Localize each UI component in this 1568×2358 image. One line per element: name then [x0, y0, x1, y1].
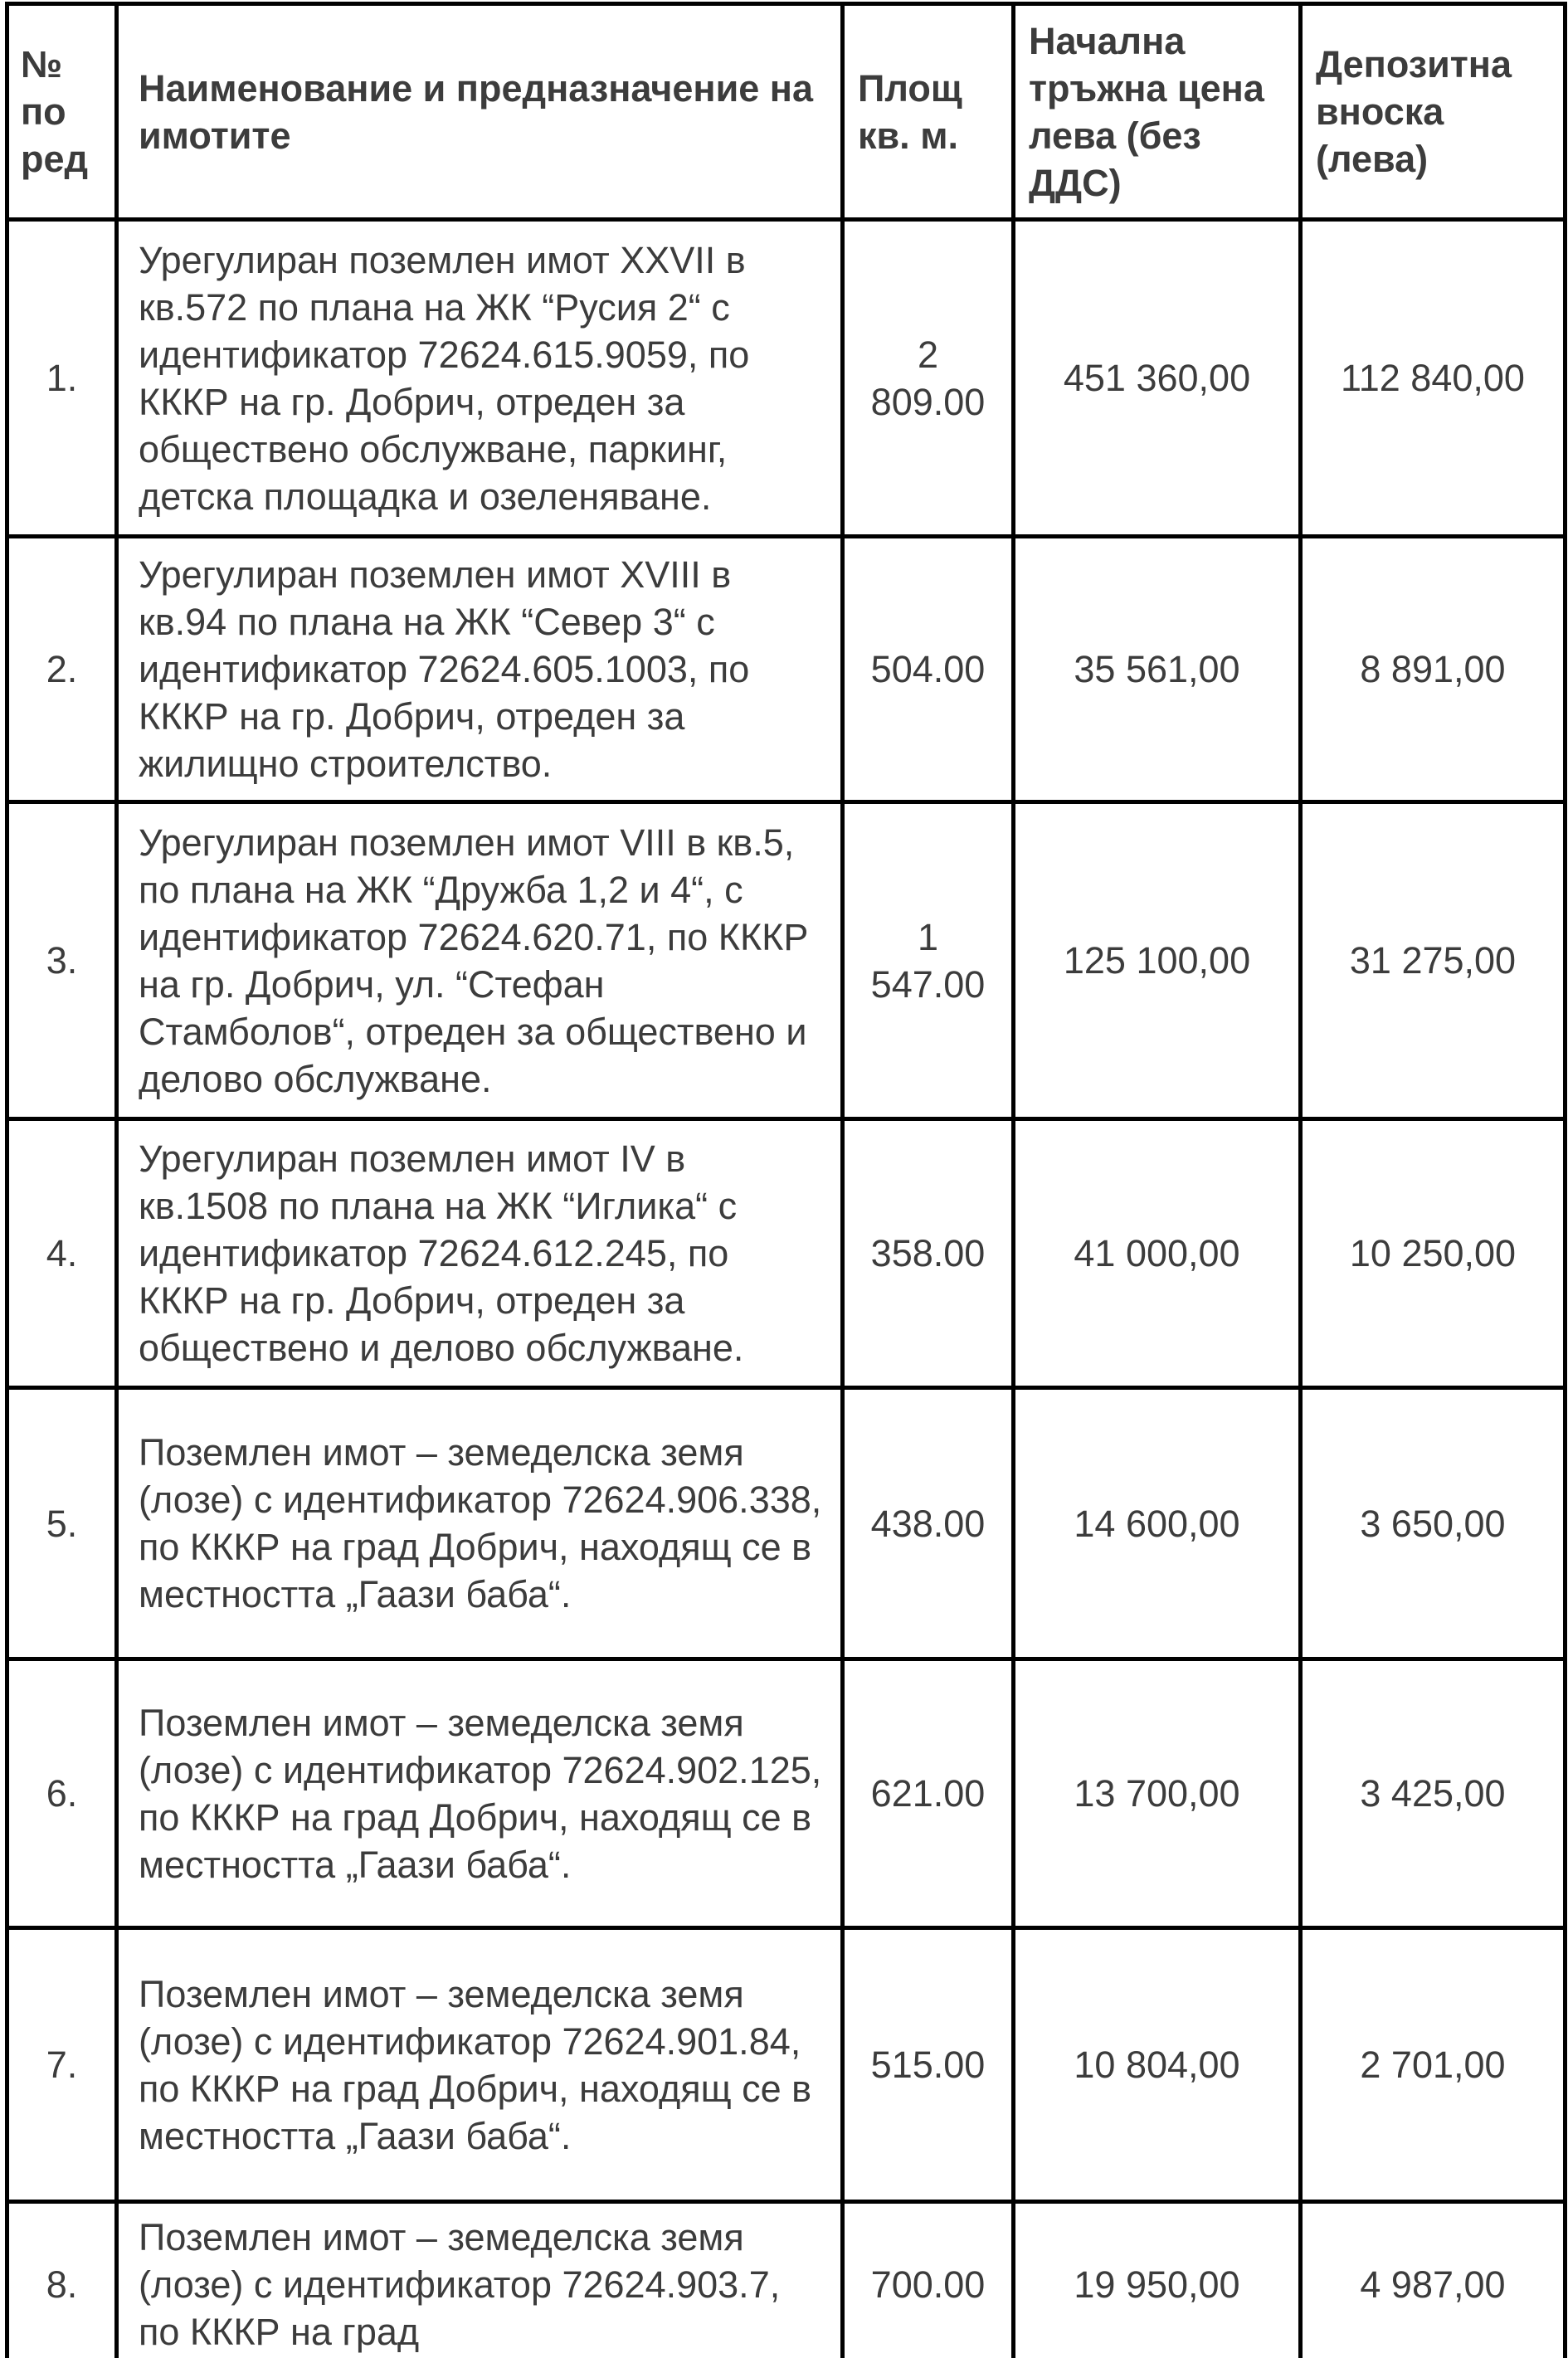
- row-number-cell: 2.: [7, 537, 117, 802]
- price-cell: 125 100,00: [1014, 802, 1301, 1119]
- deposit-cell: 8 891,00: [1301, 537, 1566, 802]
- row-number-cell: 3.: [7, 802, 117, 1119]
- header-start-price: Начална тръжна цена лева (без ДДС): [1014, 4, 1301, 220]
- area-cell: 2 809.00: [843, 220, 1014, 537]
- deposit-cell: 2 701,00: [1301, 1928, 1566, 2202]
- row-number-cell: 5.: [7, 1388, 117, 1659]
- row-number-cell: 1.: [7, 220, 117, 537]
- property-description-cell: Урегулиран поземлен имот VIII в кв.5, по плана на ЖК “Дружба 1,2 и 4“, с идентификатор 72624.620.71, по КККР на гр. Добрич, ул. “Стефан Стамболов“, отреден за обществено и делово обслужване.: [117, 802, 843, 1119]
- header-area: Площ кв. м.: [843, 4, 1014, 220]
- area-cell: 621.00: [843, 1659, 1014, 1928]
- deposit-cell: 112 840,00: [1301, 220, 1566, 537]
- row-number-cell: 6.: [7, 1659, 117, 1928]
- table-row: [7, 2202, 1566, 2358]
- deposit-cell: 4 987,00: [1301, 2202, 1566, 2358]
- deposit-cell: 10 250,00: [1301, 1119, 1566, 1388]
- price-cell: 10 804,00: [1014, 1928, 1301, 2202]
- price-cell: 41 000,00: [1014, 1119, 1301, 1388]
- area-cell: 438.00: [843, 1388, 1014, 1659]
- table-row: [7, 1388, 1566, 1659]
- header-description: Наименование и предназначение на имотите: [117, 4, 843, 220]
- area-cell: 504.00: [843, 537, 1014, 802]
- header-row-number: № по ред: [7, 4, 117, 220]
- deposit-cell: 3 425,00: [1301, 1659, 1566, 1928]
- area-cell: 515.00: [843, 1928, 1014, 2202]
- properties-auction-table: [5, 2, 1567, 2358]
- row-number-cell: 7.: [7, 1928, 117, 2202]
- property-description-cell: Урегулиран поземлен имот XVIII в кв.94 по плана на ЖК “Север 3“ с идентификатор 72624.605.1003, по КККР на гр. Добрич, отреден за жилищно строителство.: [117, 537, 843, 802]
- area-cell: 358.00: [843, 1119, 1014, 1388]
- price-cell: 19 950,00: [1014, 2202, 1301, 2358]
- table-row: [7, 1928, 1566, 2202]
- property-description-cell: Поземлен имот – земеделска земя (лозе) с идентификатор 72624.903.7, по КККР на град: [117, 2202, 843, 2358]
- property-description-cell: Поземлен имот – земеделска земя (лозе) с идентификатор 72624.902.125, по КККР на град Добрич, находящ се в местността „Гаази баба“.: [117, 1659, 843, 1928]
- price-cell: 13 700,00: [1014, 1659, 1301, 1928]
- property-description-cell: Урегулиран поземлен имот XXVII в кв.572 по плана на ЖК “Русия 2“ с идентификатор 72624.615.9059, по КККР на гр. Добрич, отреден за обществено обслужване, паркинг, детска площадка и озеленяване.: [117, 220, 843, 537]
- property-description-cell: Поземлен имот – земеделска земя (лозе) с идентификатор 72624.906.338, по КККР на град Добрич, находящ се в местността „Гаази баба“.: [117, 1388, 843, 1659]
- table-row: [7, 1119, 1566, 1388]
- price-cell: 14 600,00: [1014, 1388, 1301, 1659]
- property-description-cell: Урегулиран поземлен имот IV в кв.1508 по плана на ЖК “Иглика“ с идентификатор 72624.612.245, по КККР на гр. Добрич, отреден за обществено и делово обслужване.: [117, 1119, 843, 1388]
- table-row: [7, 220, 1566, 537]
- area-cell: 700.00: [843, 2202, 1014, 2358]
- area-cell: 1 547.00: [843, 802, 1014, 1119]
- deposit-cell: 3 650,00: [1301, 1388, 1566, 1659]
- table-header-row: [7, 4, 1566, 220]
- row-number-cell: 4.: [7, 1119, 117, 1388]
- deposit-cell: 31 275,00: [1301, 802, 1566, 1119]
- header-deposit: Депозитна вноска (лева): [1301, 4, 1566, 220]
- table-row: [7, 802, 1566, 1119]
- price-cell: 451 360,00: [1014, 220, 1301, 537]
- table-row: [7, 1659, 1566, 1928]
- row-number-cell: 8.: [7, 2202, 117, 2358]
- property-description-cell: Поземлен имот – земеделска земя (лозе) с идентификатор 72624.901.84, по КККР на град Добрич, находящ се в местността „Гаази баба“.: [117, 1928, 843, 2202]
- table-row: [7, 537, 1566, 802]
- price-cell: 35 561,00: [1014, 537, 1301, 802]
